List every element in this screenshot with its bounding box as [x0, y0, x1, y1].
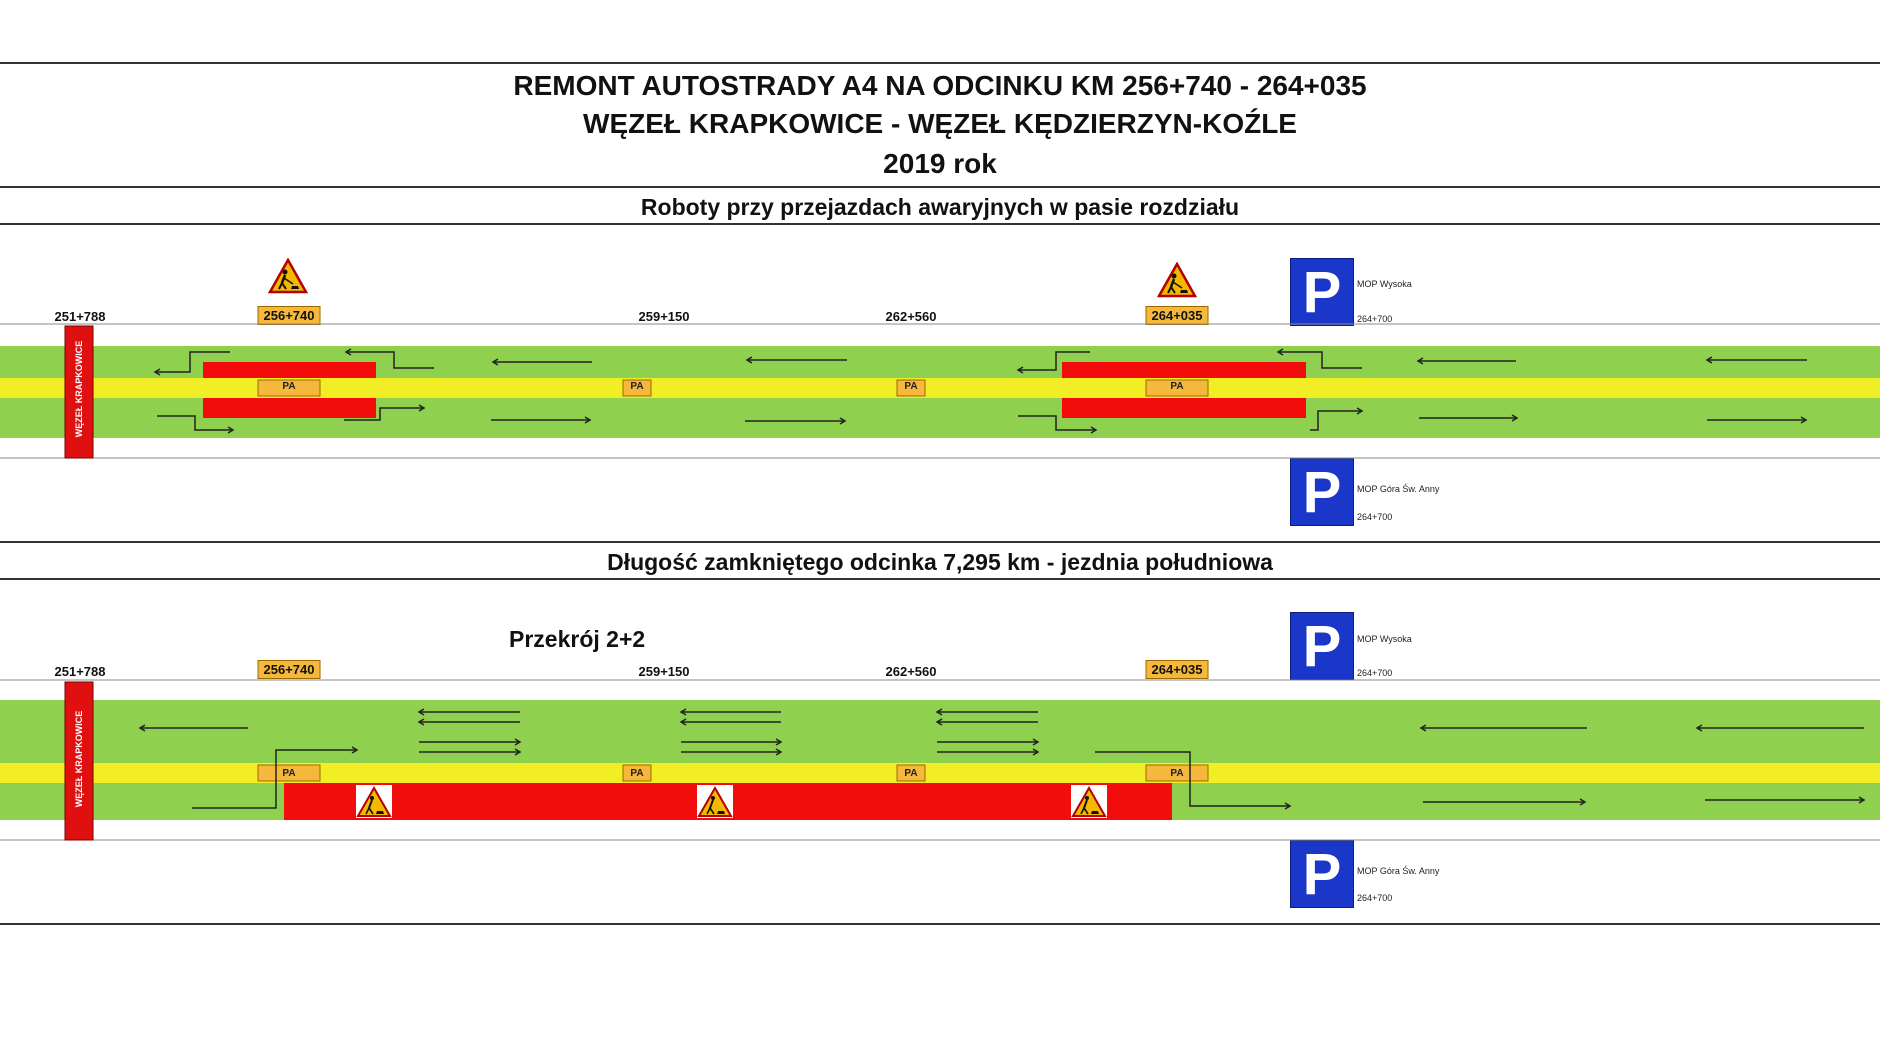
roadworks-warning-icon	[1071, 785, 1107, 818]
title-line-3: 2019 rok	[883, 148, 997, 179]
pa-label: PA	[282, 381, 296, 392]
km-b-label: 259+150	[638, 664, 690, 679]
mop-south-km: 264+700	[1357, 512, 1393, 522]
node-label: WĘZEŁ KRAPKOWICE	[74, 340, 84, 438]
closure-zone	[1062, 362, 1306, 378]
mop-south-name: MOP Góra Św. Anny	[1357, 484, 1440, 494]
roadworks-warning-icon	[268, 258, 308, 294]
mop-north-name: MOP Wysoka	[1357, 634, 1412, 644]
pa-label: PA	[630, 768, 644, 779]
pa-label: PA	[1170, 381, 1184, 392]
km-a-label: 256+740	[258, 306, 321, 325]
pa-label: PA	[904, 381, 918, 392]
parking-icon: P	[1290, 840, 1354, 908]
km-d-label: 264+035	[1146, 306, 1209, 325]
km-d-label: 264+035	[1146, 660, 1209, 679]
section1-rule	[0, 223, 1880, 225]
mop-south-km: 264+700	[1357, 893, 1393, 903]
roadworks-warning-icon	[697, 785, 733, 818]
mop-north-km: 264+700	[1357, 668, 1393, 678]
km-start-label: 251+788	[54, 664, 106, 679]
top-rule	[0, 62, 1880, 64]
title-line-1: REMONT AUTOSTRADY A4 NA ODCINKU KM 256+740 - 264+035	[513, 70, 1367, 101]
closure-zone	[203, 362, 376, 378]
section2-road	[0, 670, 1880, 930]
km-b-label: 259+150	[638, 309, 690, 324]
title-line-2: WĘZEŁ KRAPKOWICE - WĘZEŁ KĘDZIERZYN-KOŹLE	[583, 108, 1297, 139]
mop-north-km: 264+700	[1357, 314, 1393, 324]
roadworks-warning-icon	[356, 785, 392, 818]
section2-rule	[0, 578, 1880, 580]
km-start-label: 251+788	[54, 309, 106, 324]
roadworks-warning-icon	[1157, 262, 1197, 298]
mop-north-name: MOP Wysoka	[1357, 279, 1412, 289]
section2-subtitle: Przekrój 2+2	[509, 626, 646, 652]
section2-title: Długość zamkniętego odcinka 7,295 km - jezdnia południowa	[607, 549, 1273, 575]
parking-icon: P	[1290, 612, 1354, 680]
pa-label: PA	[904, 768, 918, 779]
closure-zone	[1062, 398, 1306, 418]
km-c-label: 262+560	[885, 664, 937, 679]
node-label: WĘZEŁ KRAPKOWICE	[74, 710, 84, 808]
mop-south-name: MOP Góra Św. Anny	[1357, 866, 1440, 876]
pa-label: PA	[630, 381, 644, 392]
pa-label: PA	[1170, 768, 1184, 779]
header-rule	[0, 186, 1880, 188]
closure-zone	[203, 398, 376, 418]
section1-title: Roboty przy przejazdach awaryjnych w pasie rozdziału	[640, 194, 1240, 220]
section2-top-rule	[0, 541, 1880, 543]
pa-label: PA	[282, 768, 296, 779]
parking-icon: P	[1290, 458, 1354, 526]
km-a-label: 256+740	[258, 660, 321, 679]
km-c-label: 262+560	[885, 309, 937, 324]
parking-icon: P	[1290, 258, 1354, 326]
